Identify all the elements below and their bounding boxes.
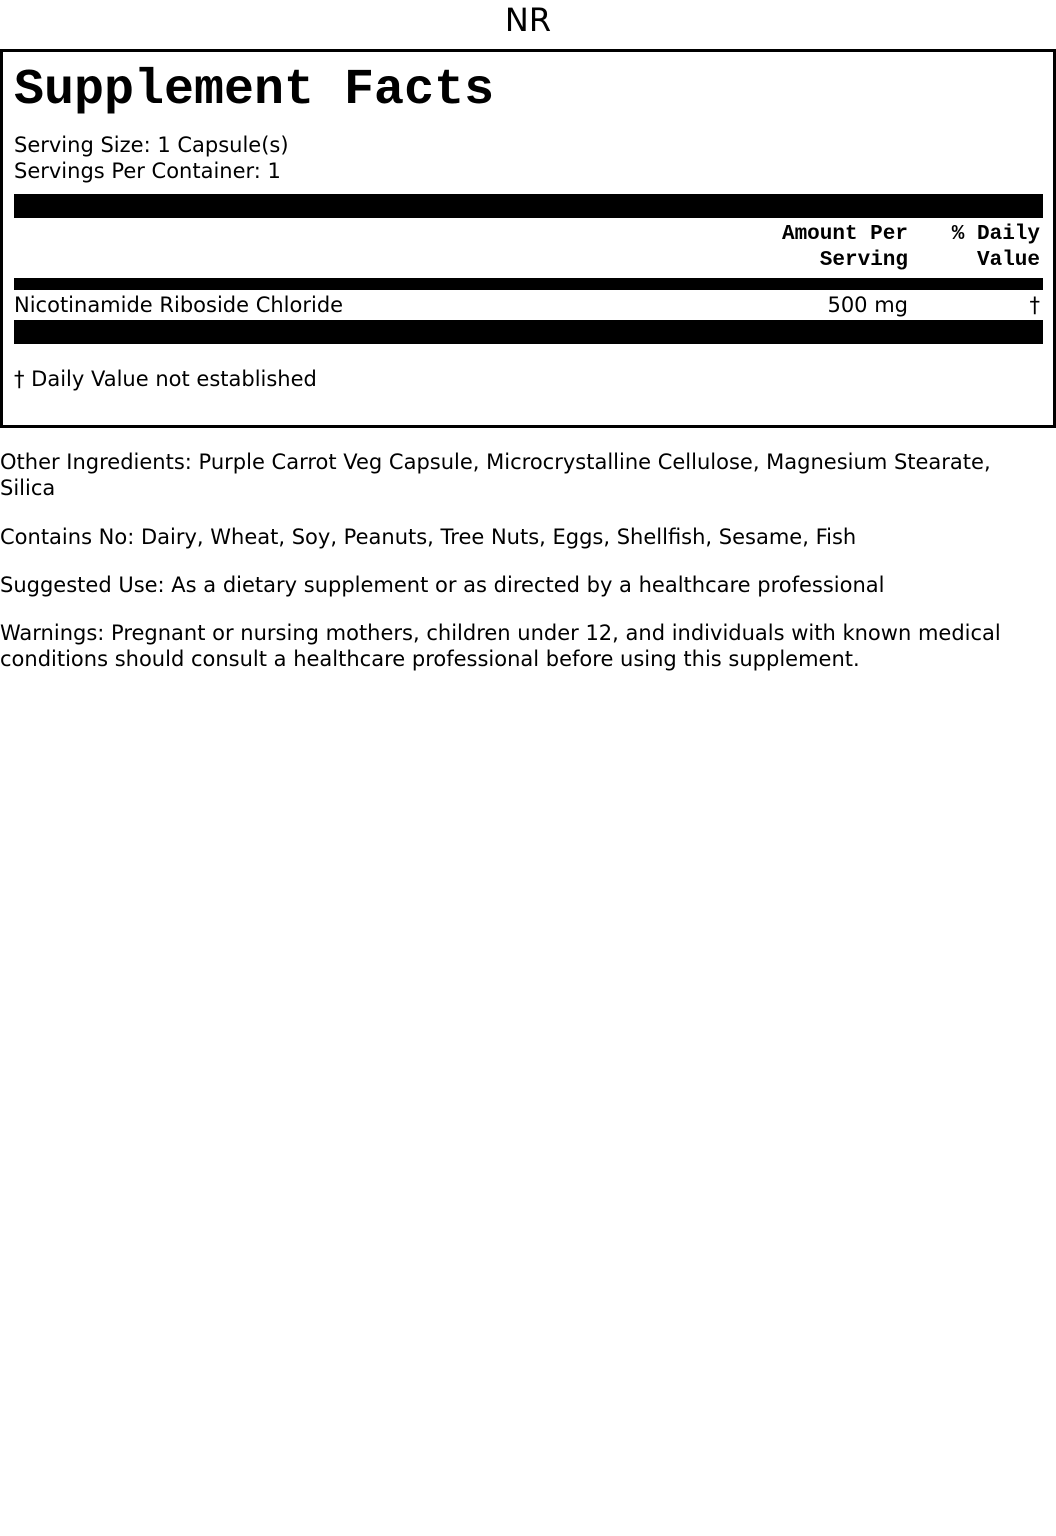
ingredient-daily-value: † xyxy=(1029,293,1040,317)
daily-value-footnote: † Daily Value not established xyxy=(14,367,317,391)
suggested-use: Suggested Use: As a dietary supplement or as directed by a healthcare professional xyxy=(0,573,885,597)
supplement-facts-panel xyxy=(0,49,1056,428)
daily-value-header-line1: % Daily xyxy=(951,223,1040,246)
daily-value-header-line2: Value xyxy=(976,249,1040,272)
ingredient-amount: 500 mg xyxy=(827,293,908,317)
thick-divider-bottom xyxy=(14,320,1043,344)
servings-per-container: Servings Per Container: 1 xyxy=(14,159,281,183)
allergen-statement: Contains No: Dairy, Wheat, Soy, Peanuts, Tree Nuts, Eggs, Shellfish, Sesame, Fish xyxy=(0,525,857,549)
warnings: Warnings: Pregnant or nursing mothers, children under 12, and individuals with known medical conditions should consult a healthcare professional before using this supplement. xyxy=(0,621,1001,671)
amount-header-line2: Serving xyxy=(819,249,908,272)
supplement-facts-heading: Supplement Facts xyxy=(14,62,495,119)
other-ingredients: Other Ingredients: Purple Carrot Veg Capsule, Microcrystalline Cellulose, Magnesium Stearate, Silica xyxy=(0,450,991,500)
ingredient-name: Nicotinamide Riboside Chloride xyxy=(14,293,344,317)
amount-header-line1: Amount Per xyxy=(781,223,908,246)
daily-value-header xyxy=(952,222,1040,274)
product-name: NR xyxy=(504,1,552,39)
serving-size: Serving Size: 1 Capsule(s) xyxy=(14,133,289,157)
medium-divider xyxy=(14,278,1043,290)
thick-divider-top xyxy=(14,194,1043,218)
amount-per-serving-header xyxy=(782,222,908,274)
